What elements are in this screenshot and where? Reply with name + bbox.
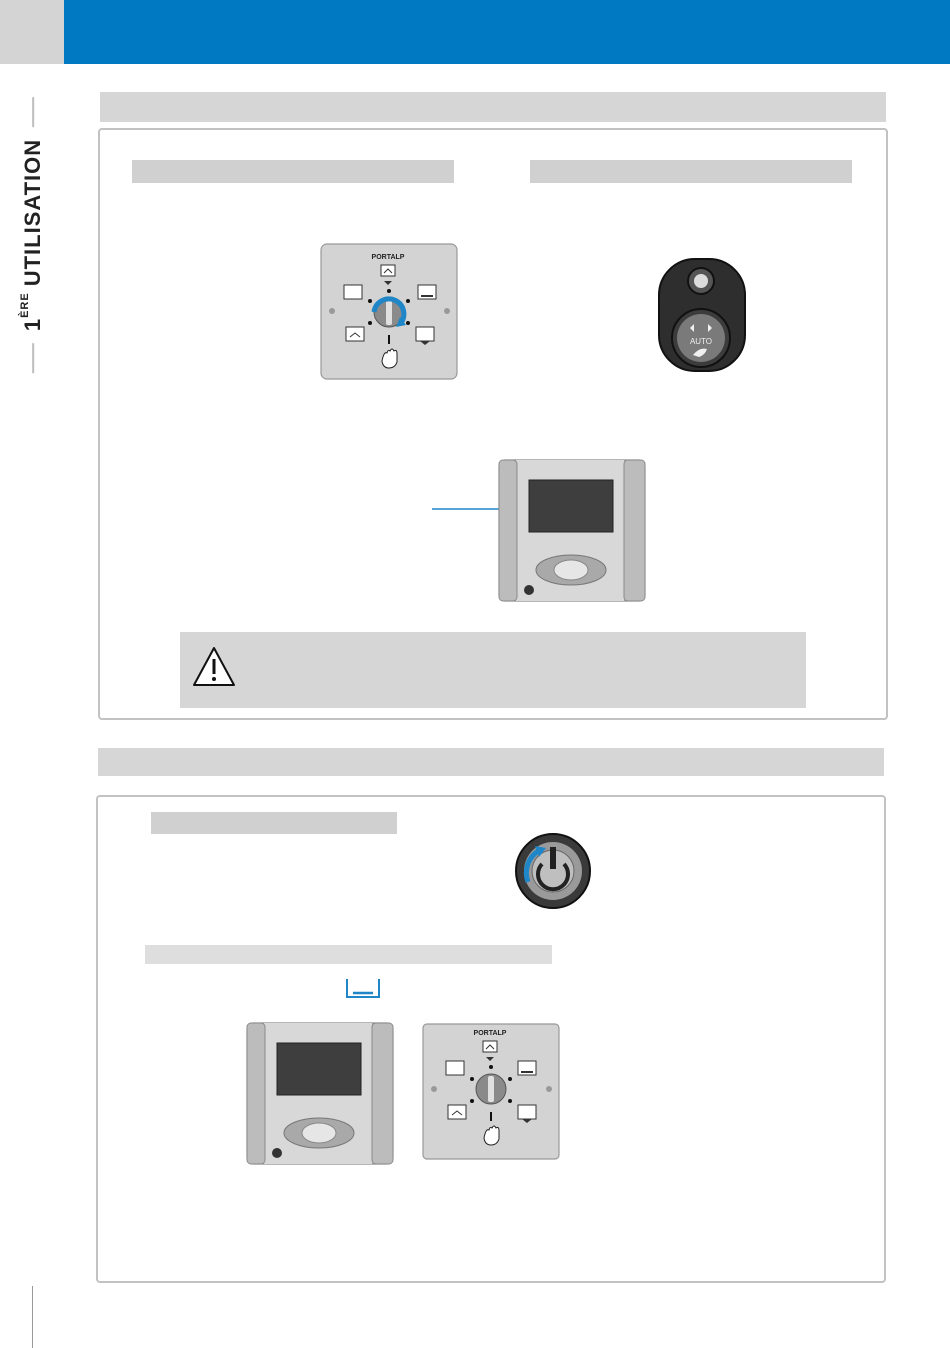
rotary-mode-selector-icon-2 (422, 1023, 562, 1161)
subsection-selector-bar (132, 160, 454, 183)
side-chapter-tab (8, 90, 58, 380)
warning-box (180, 632, 806, 708)
power-key-icon (512, 832, 594, 910)
side-tab-word: UTILISATION (20, 138, 45, 287)
side-tab-rule-right (32, 97, 34, 127)
key-switch-label: AUTO (689, 337, 713, 346)
side-tab-superscript: ÈRE (19, 292, 31, 318)
display-panel-icon-2 (246, 1022, 394, 1166)
selector-brand-2: PORTALP (473, 1030, 507, 1037)
section-2-heading-bar (98, 748, 884, 776)
warning-triangle-icon (191, 645, 237, 689)
side-tab-number: 1 (20, 317, 45, 332)
open-mode-symbol-icon (345, 977, 381, 999)
section-1-heading-bar (100, 92, 886, 122)
footer-rule (32, 1286, 33, 1348)
subsection-mode-bar (145, 945, 552, 964)
display-panel-icon (498, 459, 646, 603)
subsection-keyswitch-bar (530, 160, 852, 183)
side-tab-rule-left (32, 343, 34, 373)
selector-brand: PORTALP (371, 254, 405, 261)
subsection-power-bar (151, 812, 397, 834)
header-corner (0, 0, 64, 64)
header-bar (64, 0, 950, 64)
key-switch-icon (656, 256, 748, 374)
rotary-mode-selector-icon (320, 243, 460, 381)
